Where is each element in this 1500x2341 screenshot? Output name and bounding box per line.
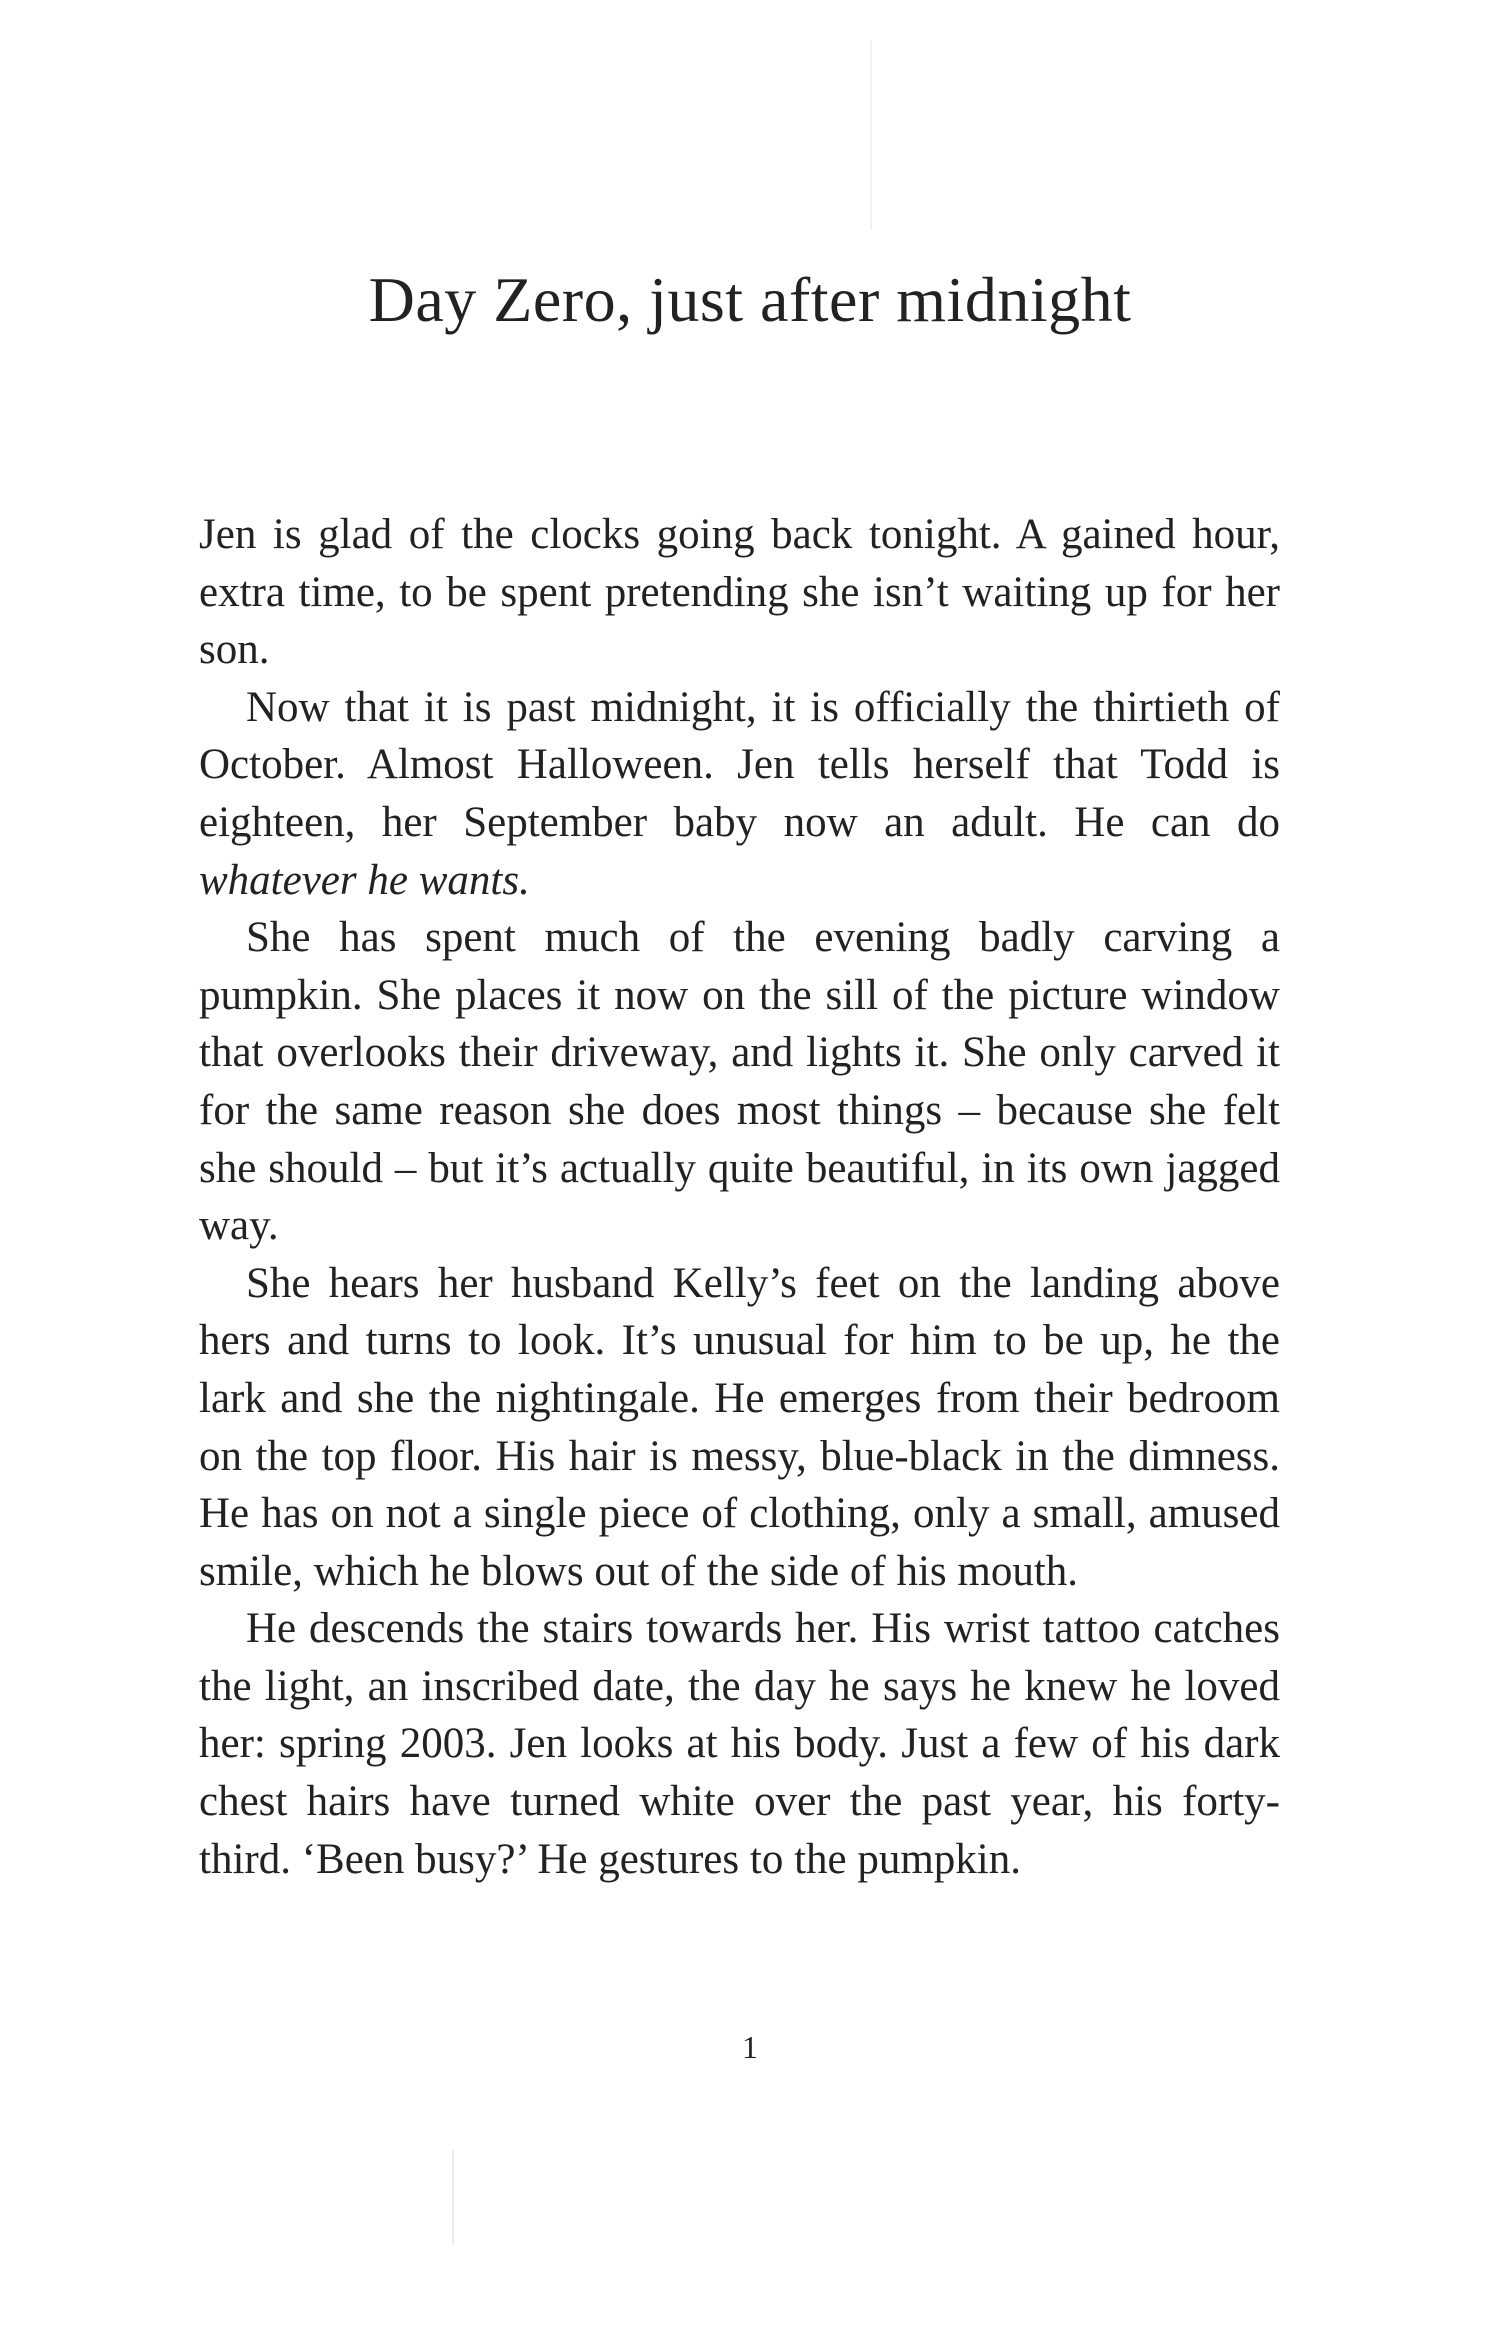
paragraph-1: Jen is glad of the clocks going back tonight. A gained hour, extra time, to be spent pretending she isn’t waiting up for her son. [199,511,1280,674]
paragraph-2 [199,679,1280,909]
paragraph-3: She has spent much of the evening badly carving a pumpkin. She places it now on the sill of the picture window that overlooks their driveway, and lights it. She only carved it for the same reason she does most things – because she felt she should – but it’s actually quite beautiful, in its own jagged way. [199,914,1280,1250]
chapter-body [199,506,1280,1888]
paragraph-2-emphasis: whatever he wants. [199,856,530,904]
scan-artifact [870,40,872,230]
paragraph-2-text: Now that it is past midnight, it is officially the thirtieth of October. Almost Halloween. Jen tells herself that Todd is eighteen, her September baby now an adult. He can do [199,683,1280,846]
scan-artifact [452,2150,454,2245]
page-number: 1 [742,2029,758,2065]
chapter-title: Day Zero, just after midnight [368,264,1132,335]
paragraph-4: She hears her husband Kelly’s feet on the landing above hers and turns to look. It’s unusual for him to be up, he the lark and she the nightingale. He emerges from their bedroom on the top floor. His hair is messy, blue-black in the dimness. He has on not a single piece of clothing, only a small, amused smile, which he blows out of the side of his mouth. [199,1259,1280,1595]
paragraph-5: He descends the stairs towards her. His wrist tattoo catches the light, an inscribed date, the day he says he knew he loved her: spring 2003. Jen looks at his body. Just a few of his dark chest hairs have turned white over the past year, his forty-third. ‘Been busy?’ He gestures to the pumpkin. [199,1605,1280,1883]
